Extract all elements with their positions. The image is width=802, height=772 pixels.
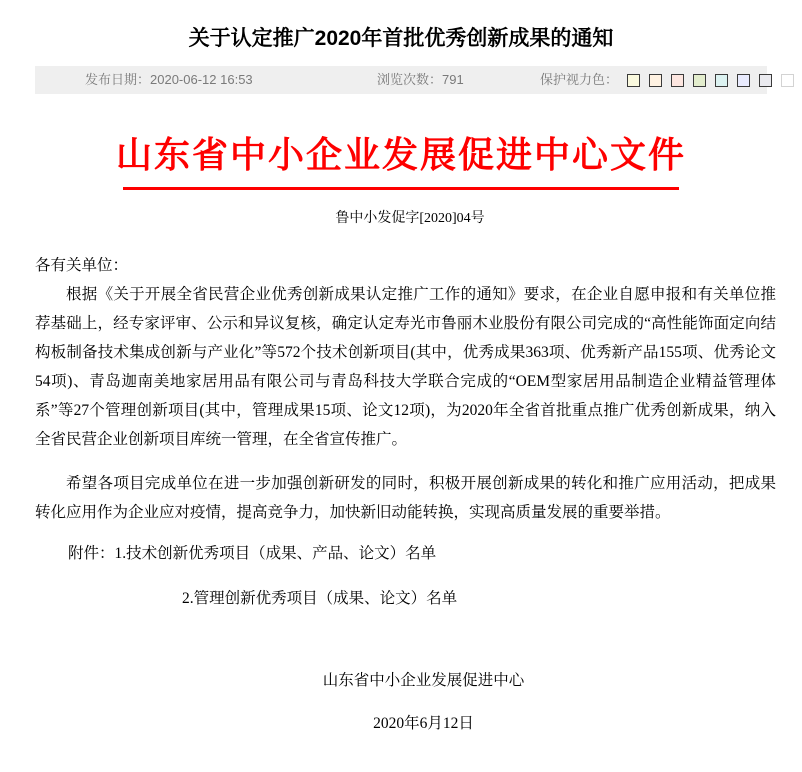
view-count-label: 浏览次数： [377,72,443,87]
attachment-line-2: 2.管理创新优秀项目（成果、论文）名单 [182,590,458,607]
signature-date: 2020年6月12日 [373,715,474,732]
notice-page [0,22,802,772]
view-count [377,66,464,94]
letterhead-rule [123,187,679,190]
letterhead [0,127,802,227]
paragraph-1: 根据《关于开展全省民营企业优秀创新成果认定推广工作的通知》要求，在企业自愿申报和有关单位推荐基础上，经专家评审、公示和异议复核，确定认定寿光市鲁丽木业股份有限公司完成的“高性能饰面定向结构板制备技术集成创新与产业化”等572个技术创新项目(其中，优秀成果363项、优秀新产品155项、优秀论文54项)、青岛迦南美地家居用品有限公司与青岛科技大学联合完成的“OEM型家居用品制造企业精益管理体系”等27个管理创新项目(其中，管理成果15项、论文12项)，为2020年全省首批重点推广优秀创新成果，纳入全省民营企业创新项目库统一管理，在全省宣传推广。 [35,286,776,448]
eye-protect-color-swatch[interactable] [671,74,684,87]
publish-date-value: 2020-06-12 16:53 [150,72,253,87]
eye-protect-color-swatch[interactable] [649,74,662,87]
eye-protect-label: 保护视力色： [540,72,619,87]
doc-body [35,251,776,738]
eye-protect-color-swatch[interactable] [737,74,750,87]
publish-date-label: 发布日期： [85,72,151,87]
page-title: 关于认定推广2020年首批优秀创新成果的通知 [188,27,614,50]
publish-date [85,66,253,94]
meta-bar [35,66,767,94]
eye-protect-swatches [618,74,794,87]
eye-protect-color-swatch[interactable] [759,74,772,87]
signature-org: 山东省中小企业发展促进中心 [322,672,525,689]
doc-number: 鲁中小发促字[2020]04号 [335,211,485,226]
eye-protect-color-swatch[interactable] [781,74,794,87]
view-count-value: 791 [442,72,464,87]
eye-protect-color-picker [540,66,794,94]
letterhead-org-title: 山东省中小企业发展促进中心文件 [115,135,686,175]
salutation: 各有关单位： [35,257,129,274]
attachment-line-1: 附件：1.技术创新优秀项目（成果、产品、论文）名单 [68,545,437,562]
eye-protect-color-swatch[interactable] [715,74,728,87]
paragraph-2: 希望各项目完成单位在进一步加强创新研发的同时，积极开展创新成果的转化和推广应用活动，把成果转化应用作为企业应对疫情，提高竞争力，加快新旧动能转换，实现高质量发展的重要举措。 [35,475,776,521]
eye-protect-color-swatch[interactable] [693,74,706,87]
eye-protect-color-swatch[interactable] [627,74,640,87]
